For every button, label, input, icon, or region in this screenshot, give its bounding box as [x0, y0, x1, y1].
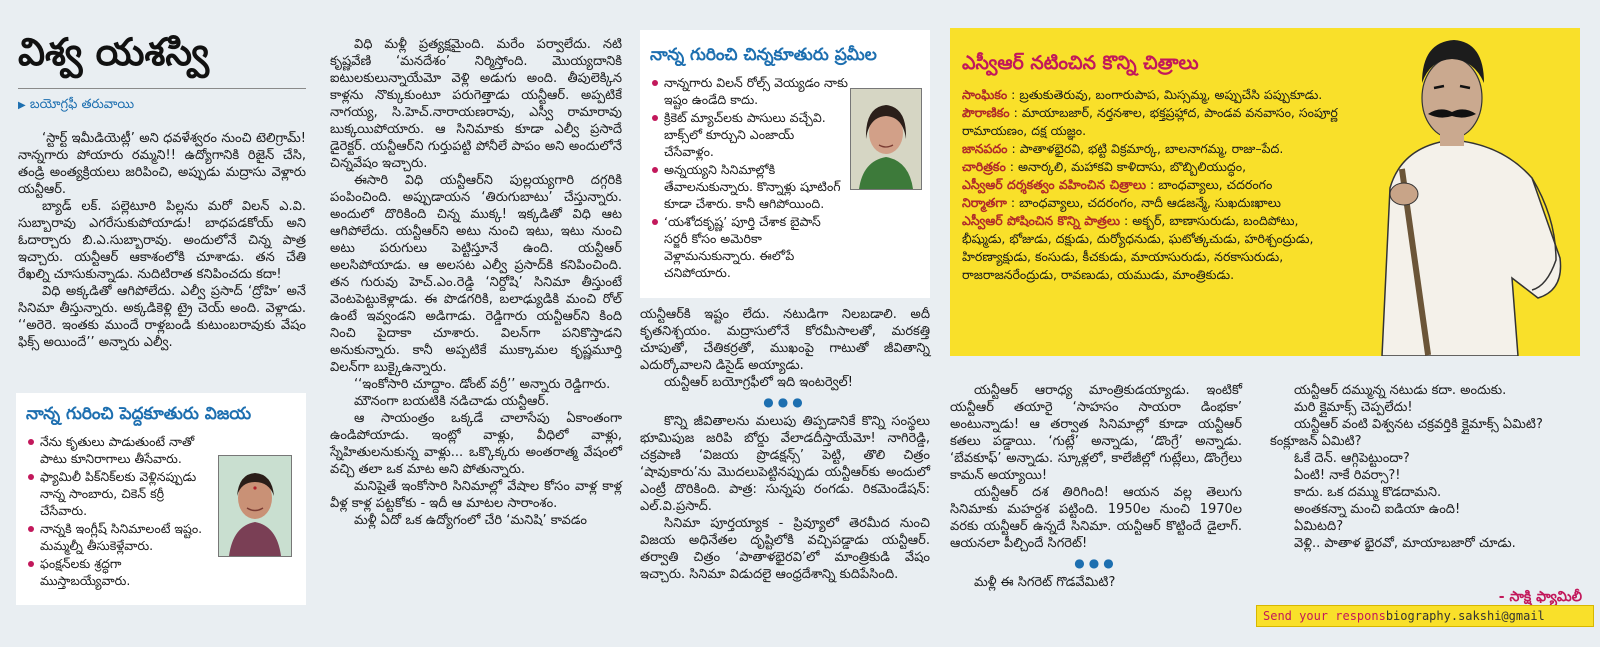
paragraph: మనిషైతే ఇంకోసారి సినిమాల్లో వేషాల కోసం వాళ్ల కాళ్ల వీళ్ల కాళ్ల పట్టకోకు - ఇదీ ఆ మాటల సారాంశం. [330, 479, 622, 511]
film-row-text: అక్బర్, బాణాసురుడు, బందిపోటు, భీష్ముడు, భోజుడు, దక్షుడు, దుర్యోధనుడు, ఘటోత్కచుడు, హరిశ్చంద్రుడు, హిరణ్యాక్షుడు, కంసుడు, కీచకుడు, మాయాసురుడు, నరకాసురుడు, రాజరాజనరేంద్రుడు, రావణుడు, యముడు, మాంత్రికుడు. [962, 213, 1314, 282]
elder-daughter-list [26, 433, 214, 589]
paragraph: యన్టీఆర్ బయోగ్రఫీలో ఇది ఇంటర్వెల్! [664, 375, 853, 390]
dialogue-line: ఓకే దెన్. ఆగ్గిపెట్టుందా? [1294, 451, 1410, 466]
paragraph: మళ్లీ ఈ సిగరెట్ గొడవేమిటి? [974, 575, 1116, 590]
col2-text [330, 36, 622, 529]
list-item: నేను కృతులు పాడుతుంటే నాతో పాటు కూనిరాగాలు తీసేవారు. [26, 433, 214, 467]
paragraph: ఈసారి విధి యన్టీఆర్‌ని పుల్లయ్యగారి దగ్గరికి పంపించింది. అప్పుడాయన ‘తిరుగుబాటు’ చేస్తున్నారు. అందులో దొరికింది చిన్న ముక్క! ఇక్కడితో విధి ఆట ఆగిపోలేదు. యన్టీఆర్‌ని అటు నుంచి ఇటు, ఇటు నుంచి అటు పరుగులు పెట్టిస్తూనే ఉంది. యన్టీఆర్ అలసిపోయాడు. ఆ అలసట ఎల్వీ ప్రసాద్‌కి కనిపించింది. తన గురువు హెచ్.ఎం.రెడ్డి ‘నిర్దోషి’ సినిమా తీస్తుంటే వెంటపెట్టుకెళ్లాడు. ఈ పొడగరికి, బలాఢ్యుడికి మంచి రోల్ ఉంటే ఇవ్వండని అడిగాడు. రెడ్డిగారు యన్టీఆర్‌ని కింది నించి పైదాకా చూశారు. విలన్‌గా పనికొస్తాడని అనుకున్నారు. కానీ అప్పటికే ముక్కామల కృష్ణమూర్తి విలన్‌గా బుక్కైఉన్నారు. [330, 173, 622, 375]
elder-daughter-photo [218, 455, 292, 557]
signature: - సాక్షి ఫ్యామిలీ [1498, 589, 1582, 605]
film-row-text: బాంధవ్యాలు, చదరంగం, నాదీ ఆడజన్మే, సుఖదుఃఖాలు [1019, 195, 1281, 210]
dialogue-line: అంతకన్నా మంచి ఐడియా ఉంది! [1294, 502, 1461, 517]
film-row: జానపదం : పాతాళభైరవి, భట్టి విక్రమార్క, బాలనాగమ్మ, రాజు–పేద. [962, 141, 1284, 156]
dialogue-line: వెళ్లి.. పాతాళ భైరవో, మాయాబజారో చూడు. [1294, 536, 1516, 551]
dialogue-line: ఏమిటది? [1294, 519, 1344, 534]
film-row-label: ఎస్వీఆర్ పోషించిన కొన్ని పాత్రలు [962, 213, 1121, 228]
films-title: ఎస్వీఆర్ నటించిన కొన్ని చిత్రాలు [962, 52, 1199, 74]
paragraph: మళ్లీ ఏదో ఒక ఉద్యోగంలో చేరి ‘మనిషి’ కావడం [354, 513, 587, 528]
list-item: క్రికెట్ మ్యాచ్‌లకు పాసులు వచ్చేవి. బాక్స్‌లో కూర్చుని ఎంజాయ్ చేసేవాళ్లం. [650, 109, 848, 160]
dialogue-line: యన్టీఆర్ వంటి విశ్వనట చక్రవర్తికి క్లైమాక్స్ ఏమిటి? కంక్లూజన్ ఏమిటి? [1270, 417, 1543, 449]
film-row-text: పాతాళభైరవి, భట్టి విక్రమార్క, బాలనాగమ్మ, రాజు–పేద. [1019, 141, 1284, 156]
elder-daughter-box [16, 393, 306, 605]
film-row-label: ఎస్వీఆర్ దర్శకత్వం వహించిన చిత్రాలు [962, 177, 1147, 192]
paragraph: ఆ సాయంత్రం ఒక్కడే చాలాసేపు ఏకాంతంగా ఉండిపోయాడు. ఇంట్లో వాళ్లు, వీధిలో వాళ్లు, స్నేహితులనుకున్న వాళ్లు... ఒక్కొక్కరు అంతరాత్మ వేషంలో వచ్చి తలా ఒక మాట అని పోతున్నారు. [330, 411, 622, 477]
younger-daughter-photo [850, 88, 922, 190]
headline: విశ్వ యశస్వి [18, 29, 210, 74]
section-divider-dots: ●●● [763, 395, 807, 409]
film-row: ఎస్వీఆర్ దర్శకత్వం వహించిన చిత్రాలు : బాంధవ్యాలు, చదరంగం [962, 177, 1273, 192]
byline [18, 96, 134, 115]
film-row: ఎస్వీఆర్ పోషించిన కొన్ని పాత్రలు : అక్బర్, బాణాసురుడు, బందిపోటు, భీష్ముడు, భోజుడు, దక్షుడు, దుర్యోధనుడు, ఘటోత్కచుడు, హరిశ్చంద్రుడు, హిరణ్యాక్షుడు, కంసుడు, కీచకుడు, మాయాసురుడు, నరకాసురుడు, రాజరాజనరేంద్రుడు, రావణుడు, యముడు, మాంత్రికుడు. [962, 213, 1314, 282]
younger-daughter-title: నాన్న గురించి చిన్నకూతురు ప్రమీల [650, 45, 877, 65]
film-row: పౌరాణికం : మాయాబజార్, నర్తనశాల, భక్తప్రహ్లాద, పాండవ వనవాసం, సంపూర్ణ రామాయణం, దక్ష యజ్ఞం. [962, 105, 1338, 138]
paragraph: కొన్ని జీవితాలను మలుపు తిప్పడానికే కొన్ని సంస్థలు భూమిపుజ జరిపి బోర్డు వేలాడదీస్తాయేమో! నాగిరెడ్డి, చక్రపాణి ‘విజయ ప్రొడక్షన్స్’ పెట్టి, తొలి చిత్రం ‘షావుకారు’ను మొదలుపెట్టినప్పుడు యన్టీఆర్‌కు అందులో ఎంట్రీ దొరికింది. పాత్ర: సున్నపు రంగడు. రికమెండేషన్: ఎల్.వి.ప్రసాద్. [640, 414, 930, 514]
films-box [950, 28, 1580, 356]
col3-text [640, 306, 930, 583]
film-row: చారిత్రకం : అనార్కలి, మహాకవి కాళిదాసు, బొబ్బిలియుద్ధం, [962, 159, 1247, 174]
films-list [962, 86, 1340, 284]
footer-strip [1256, 605, 1594, 627]
film-row: నిర్మాతగా : బాంధవ్యాలు, చదరంగం, నాదీ ఆడజన్మే, సుఖదుఃఖాలు [962, 195, 1281, 210]
paragraph: ‘‘ఇంకోసారి చూద్దాం. డోంట్ వర్రీ’’ అన్నారు రెడ్డిగారు. [354, 377, 611, 392]
paragraph: మౌనంగా బయటికి నడిచాడు యన్టీఆర్. [354, 394, 550, 409]
film-row: సాంఘికం : బ్రతుకుతెరువు, బంగారుపాప, మిస్సమ్మ, అప్పుచేసి పప్పుకూడు. [962, 87, 1323, 102]
paragraph: యన్టీఆర్ ఆరాధ్య మాంత్రికుడయ్యాడు. ఇంటికో యన్టీఆర్ తయారై ‘సాహసం సాయరా డింభకా’ అంటున్నాడు! ఆ తర్వాత సినిమాల్లో కూడా యన్టీఆర్ కతలు పడ్డాయి. ‘గుట్లే’ అన్నాడు, ‘డొంగ్రే’ అన్నాడు. ‘బేవకూఫ్’ అన్నాడు. స్కూళ్లలో, కాలేజీల్లో గుట్లేలు, డొంగ్రేలు కామన్ అయ్యాయి! [950, 383, 1242, 483]
list-item: నాన్నకి ఇంగ్లీష్ సినిమాలంటే ఇష్టం. మమ్మల్నీ తీసుకెళ్లేవారు. [26, 520, 214, 554]
dialogue-line: ఏంటి! నాకే రివర్సా?! [1294, 468, 1401, 483]
film-row-text: అనార్కలి, మహాకవి కాళిదాసు, బొబ్బిలియుద్ధం, [1017, 159, 1247, 174]
film-row-label: సాంఘికం [962, 87, 1008, 102]
paragraph: బ్యాడ్ లక్. పల్లెటూరి పిల్లను మరో విలన్ ఎ.వి. సుబ్బారావు ఎగరేసుకుపోయాడు! బాధపడకోయ్ అని ఓదార్చారు బి.ఎ.సుబ్బారావు. అందులోనే చిన్న పాత్ర ఇచ్చారు. యన్టీఆర్ ఆకాశంలోకి చూశాడు. తన చేతి రేఖల్ని చూసుకున్నాడు. నుదిటిరాత కనిపించదు కదా! [18, 199, 306, 282]
film-row-label: చారిత్రకం [962, 159, 1006, 174]
younger-daughter-box [640, 30, 930, 298]
col1-text [18, 130, 306, 351]
paragraph: యన్టీఆర్ దశ తిరిగింది! ఆయన వల్ల తెలుగు సినిమాకు మహర్దశ పట్టింది. 1950ల నుంచి 1970ల వరకు యన్టీఆర్ ఉన్నదే సినిమా. యన్టీఆర్ కొట్టిందే డైలాగ్. ఆయనలా పీల్చిందే సిగరెట్! [950, 485, 1242, 551]
footer-email[interactable]: biography.sakshi@gmail [1385, 609, 1545, 623]
paragraph: ‘స్టార్ట్ ఇమీడియెట్లీ’ అని ధవళేశ్వరం నుంచి టెలిగ్రామ్! నాన్నగారు పోయారు రమ్మని!! ఉద్యోగానికి రిజైన్ చేసి, తండ్రి అంత్యక్రియలు జరిపించి, అప్పుడు మద్రాసు వెళ్లారు యన్టీఆర్. [18, 131, 306, 197]
paragraph: యన్టీఆర్‌కి ఇష్టం లేదు. నటుడిగా నిలబడాలి. అదీ కృతనిశ్చయం. మద్రాసులోనే కోరమీసాలతో, మరకత్తి చూపుతో, చేతికర్రతో, ముఖంపై గాటుతో జీవితాన్ని ఎదుర్కోవాలని డిసైడ్ అయ్యాడు. [640, 307, 930, 373]
list-item: నాన్నగారు విలన్ రోల్స్ వెయ్యడం నాకు ఇష్టం ఉండేది కాదు. [650, 74, 848, 108]
list-item: ఫ్యామిలీ పిక్‌నిక్‌లకు వెళ్లినప్పుడు నాన్న సాంబారు, చికెన్ కర్రీ చేసేవారు. [26, 468, 214, 519]
headline-rule [18, 88, 306, 89]
paragraph: సినిమా పూర్తయ్యాక - ప్రివ్యూలో తెరమీద నుంచి విజయ అధినేతల దృష్టిలోకి వచ్చిపడ్డాడు యన్టీఆర్. తర్వాతి చిత్రం ‘పాతాళభైరవి’లో మాంత్రికుడి వేషం ఇచ్చారు. సినిమా విడుదలై ఆంధ్రదేశాన్ని కుదిపేసింది. [640, 516, 930, 582]
film-row-label: నిర్మాతగా [962, 195, 1007, 210]
film-row-label: పౌరాణికం [962, 105, 1010, 120]
dialogue-line: యన్టీఆర్ దమ్మున్న నటుడు కదా. అందుకు. [1294, 383, 1507, 398]
paragraph: విధి మళ్లీ ప్రత్యక్షమైంది. మరేం పర్వాలేదు. నటి కృష్ణవేణి ‘మనదేశం’ నిర్మిస్తోంది. మొయ్యదానికి ఐటులకులున్నాయేమో వెళ్లి అడుగు అంది. తీపులెక్కిన కాళ్లను నొక్కుకుంటూ పరుగెత్తాడు యన్టీఆర్. అప్పటికే నాగయ్య, సి.హెచ్.నారాయణరావు, ఎస్వీ రామారావు బుక్కయిపోయారు. ఆ సినిమాకు కూడా ఎల్వీ ప్రసాదే డైరెక్టర్. యన్టీఆర్‌ని గుర్తుపట్టి పోనీలే పాపం అని అందులోనే చిన్నవేషం ఇచ్చారు. [330, 37, 622, 171]
byline-arrow-icon: ▶ [18, 100, 26, 111]
film-row-text: బ్రతుకుతెరువు, బంగారుపాప, మిస్సమ్మ, అప్పుచేసి పప్పుకూడు. [1019, 87, 1323, 102]
elder-daughter-title: నాన్న గురించి పెద్దకూతురు విజయ [26, 404, 252, 424]
film-row-label: జానపదం [962, 141, 1008, 156]
younger-daughter-list [650, 74, 848, 281]
footer-send-text: Send your respons [1263, 609, 1386, 623]
svr-portrait [1342, 28, 1580, 356]
col4-text [950, 382, 1242, 591]
section-divider-dots: ●●● [1074, 556, 1118, 570]
list-item: ‘యశోదకృష్ణ’ పూర్తి చేశాక బైపాస్ సర్జరీ కోసం అమెరికా వెళ్లామనుకున్నారు. ఈలోపే చనిపోయారు. [650, 213, 848, 281]
film-row-text: మాయాబజార్, నర్తనశాల, భక్తప్రహ్లాద, పాండవ వనవాసం, సంపూర్ణ రామాయణం, దక్ష యజ్ఞం. [962, 105, 1338, 138]
dialogue-line: మరి క్లైమాక్స్ చెప్పలేదు! [1294, 400, 1413, 415]
list-item: ఫంక్షన్‌లకు శ్రద్ధగా ముస్తాబయ్యేవారు. [26, 555, 214, 589]
paragraph: విధి అక్కడితో ఆగిపోలేదు. ఎల్వీ ప్రసాద్ ‘ద్రోహి’ అనే సినిమా తీస్తున్నారు. అక్కడికెళ్లి ట్రై చెయ్ అంది. వెళ్లాడు. ‘‘అరెరె. ఇంతకు ముందే రాళ్లబండి కుటుంబరావుకు వేషం ఫిక్స్ అయిందే’’ అన్నారు ఎల్వీ. [18, 284, 306, 350]
dialogue-line: కాదు. ఒక దమ్ము కొడదామని. [1294, 485, 1442, 500]
byline-text: బయోగ్రఫీ తరువాయి [29, 97, 135, 112]
film-row-text: బాంధవ్యాలు, చదరంగం [1158, 177, 1273, 192]
list-item: అన్నయ్యని సినిమాల్లోకి తేవాలనుకున్నారు. కొన్నాళ్లు షూటింగ్ కూడా చేశారు. కానీ ఆగిపోయింది. [650, 161, 848, 212]
col5-text [1270, 382, 1580, 552]
